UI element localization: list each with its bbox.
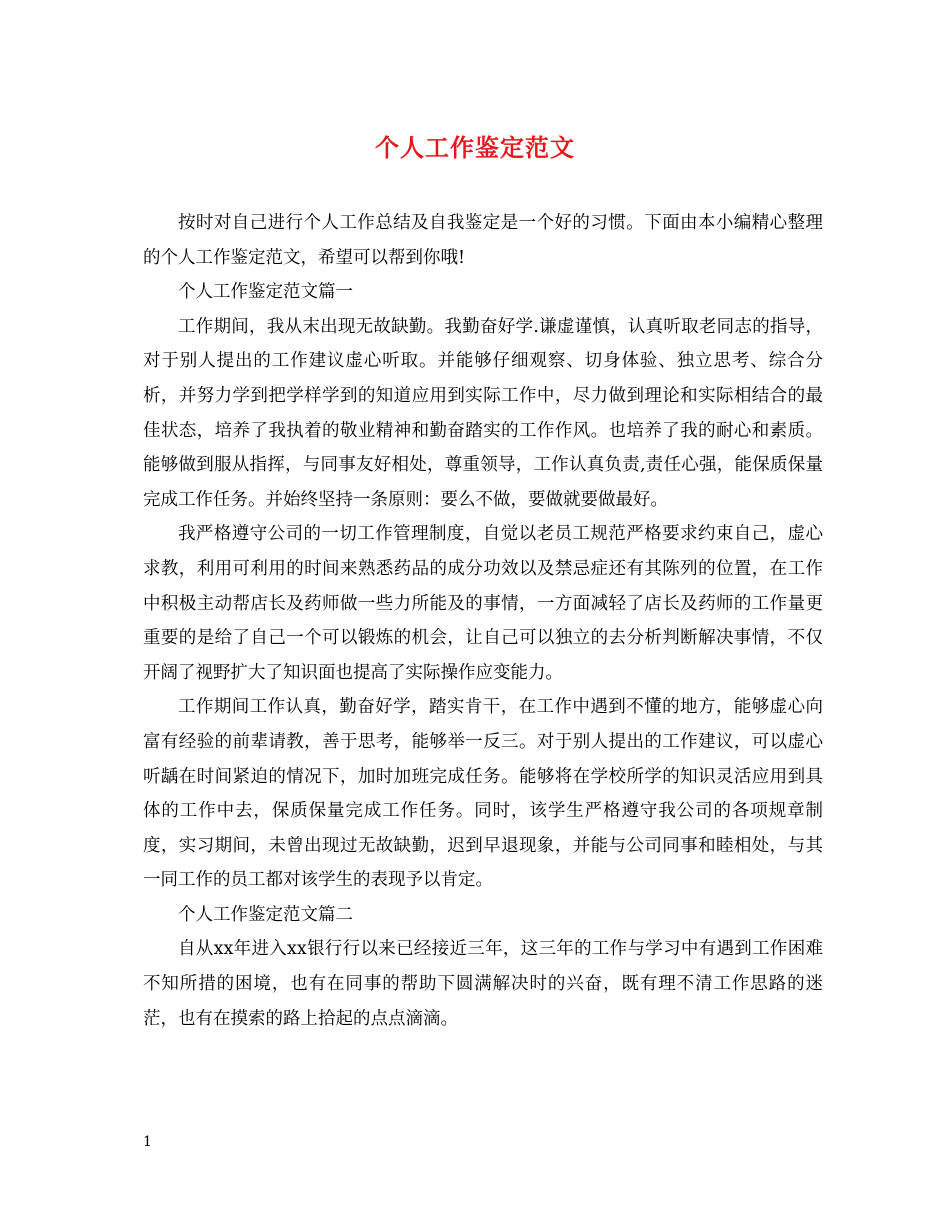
paragraph: 工作期间工作认真，勤奋好学，踏实肯干，在工作中遇到不懂的地方，能够虚心向富有经验的前辈请教，善于思考，能够举一反三。对于别人提出的工作建议，可以虚心听龋在时间紧迫的情况下，加时加班完成任务。能够将在学校所学的知识灵活应用到具体的工作中去，保质保量完成工作任务。同时，该学生严格遵守我公司的各项规章制度，实习期间，未曾出现过无故缺勤，迟到早退现象，并能与公司同事和睦相处，与其一同工作的员工都对该学生的表现予以肯定。 <box>143 697 823 891</box>
document-body <box>143 206 823 1036</box>
paragraph: 我严格遵守公司的一切工作管理制度，自觉以老员工规范严格要求约束自己，虚心求教，利用可利用的时间来熟悉药品的成分功效以及禁忌症还有其陈列的位置，在工作中积极主动帮店长及药师做一些力所能及的事情，一方面减轻了店长及药师的工作量更重要的是给了自己一个可以锻炼的机会，让自己可以独立的去分析判断解决事情，不仅开阔了视野扩大了知识面也提高了实际操作应变能力。 <box>143 524 823 683</box>
paragraph-intro: 按时对自己进行个人工作总结及自我鉴定是一个好的习惯。下面由本小编精心整理的个人工作鉴定范文，希望可以帮到你哦! <box>143 213 823 268</box>
paragraph: 自从xx年进入xx银行行以来已经接近三年，这三年的工作与学习中有遇到工作困难不知所措的困境，也有在同事的帮助下圆满解决时的兴奋，既有理不清工作思路的迷茫，也有在摸索的路上拾起的点点滴滴。 <box>143 939 823 1029</box>
page-number: 1 <box>143 1134 152 1150</box>
section-heading-two: 个人工作鉴定范文篇二 <box>178 904 353 925</box>
paragraph: 工作期间，我从末出现无故缺勤。我勤奋好学.谦虚谨慎，认真听取老同志的指导，对于别人提出的工作建议虚心听取。并能够仔细观察、切身体验、独立思考、综合分析，并努力学到把学样学到的知道应用到实际工作中，尽力做到理论和实际相结合的最佳状态，培养了我执着的敬业精神和勤奋踏实的工作作风。也培养了我的耐心和素质。能够做到服从指挥，与同事友好相处，尊重领导，工作认真负责,责任心强，能保质保量完成工作任务。并始终坚持一条原则：要么不做，要做就要做最好。 <box>143 316 823 510</box>
section-heading-one: 个人工作鉴定范文篇一 <box>178 282 353 303</box>
document-title: 个人工作鉴定范文 <box>375 133 575 162</box>
